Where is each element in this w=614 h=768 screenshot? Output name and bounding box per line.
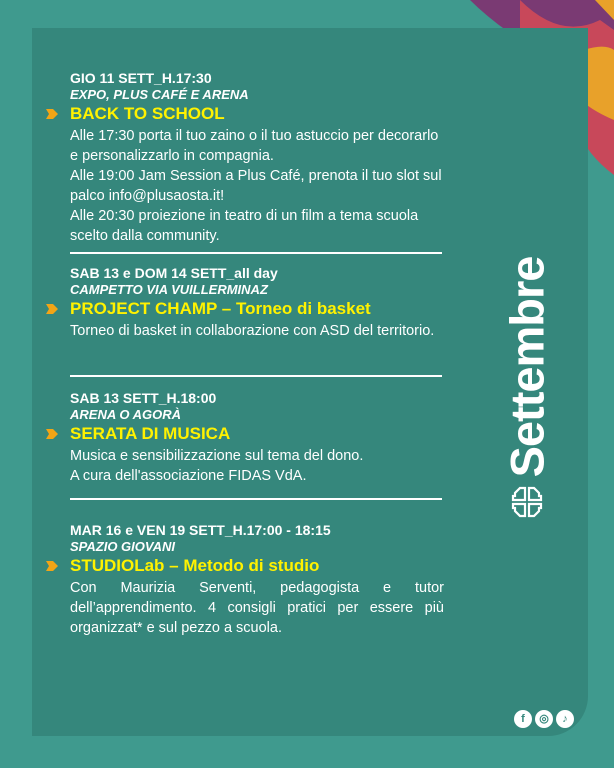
event-desc-line: A cura dell'associazione FIDAS VdA. <box>70 468 307 484</box>
event-title: STUDIOLab – Metodo di studio <box>70 556 320 575</box>
separator <box>70 498 442 500</box>
event-title: BACK TO SCHOOL <box>70 104 225 123</box>
event-studiolab <box>70 522 444 638</box>
event-desc-line: Alle 17:30 porta il tuo zaino o il tuo astuccio per decorarlo e personalizzarlo in compagnia. <box>70 128 439 164</box>
facebook-icon[interactable]: f <box>514 710 532 728</box>
event-place: ARENA O AGORÀ <box>70 407 181 422</box>
orange-leaf-icon <box>44 107 60 121</box>
event-description <box>70 126 444 246</box>
event-place: EXPO, PLUS CAFÉ E ARENA <box>70 87 249 102</box>
instagram-icon[interactable]: ◎ <box>535 710 553 728</box>
event-description: Torneo di basket in collaborazione con ASD del territorio. <box>70 323 435 339</box>
orange-leaf-icon <box>44 427 60 441</box>
event-serata-musica <box>70 390 444 486</box>
tiktok-icon[interactable]: ♪ <box>556 710 574 728</box>
separator <box>70 375 442 377</box>
plus-flower-logo-icon <box>509 484 545 520</box>
event-place: CAMPETTO VIA VUILLERMINAZ <box>70 282 268 297</box>
month-label: Settembre <box>500 256 554 478</box>
orange-leaf-icon <box>44 559 60 573</box>
event-desc-line: Alle 19:00 Jam Session a Plus Café, prenota il tuo slot sul palco info@plusaosta.it! <box>70 168 442 204</box>
event-title: SERATA DI MUSICA <box>70 424 231 443</box>
event-description: Con Maurizia Serventi, pedagogista e tutor dell’apprendimento. 4 consigli pratici per essere più organizzat* e sul pezzo a scuola. <box>70 580 444 636</box>
event-desc-line: Alle 20:30 proiezione in teatro di un film a tema scuola scelto dalla community. <box>70 208 419 244</box>
event-description <box>70 446 444 486</box>
event-title: PROJECT CHAMP – Torneo di basket <box>70 299 371 318</box>
event-date: GIO 11 SETT_H.17:30 <box>70 70 212 86</box>
event-project-champ <box>70 265 444 341</box>
event-date: SAB 13 SETT_H.18:00 <box>70 390 217 406</box>
orange-leaf-icon <box>44 302 60 316</box>
separator <box>70 252 442 254</box>
event-place: SPAZIO GIOVANI <box>70 539 175 554</box>
event-date: SAB 13 e DOM 14 SETT_all day <box>70 265 278 281</box>
event-date: MAR 16 e VEN 19 SETT_H.17:00 - 18:15 <box>70 522 331 538</box>
event-desc-line: Musica e sensibilizzazione sul tema del dono. <box>70 448 364 464</box>
event-back-to-school <box>70 70 444 246</box>
